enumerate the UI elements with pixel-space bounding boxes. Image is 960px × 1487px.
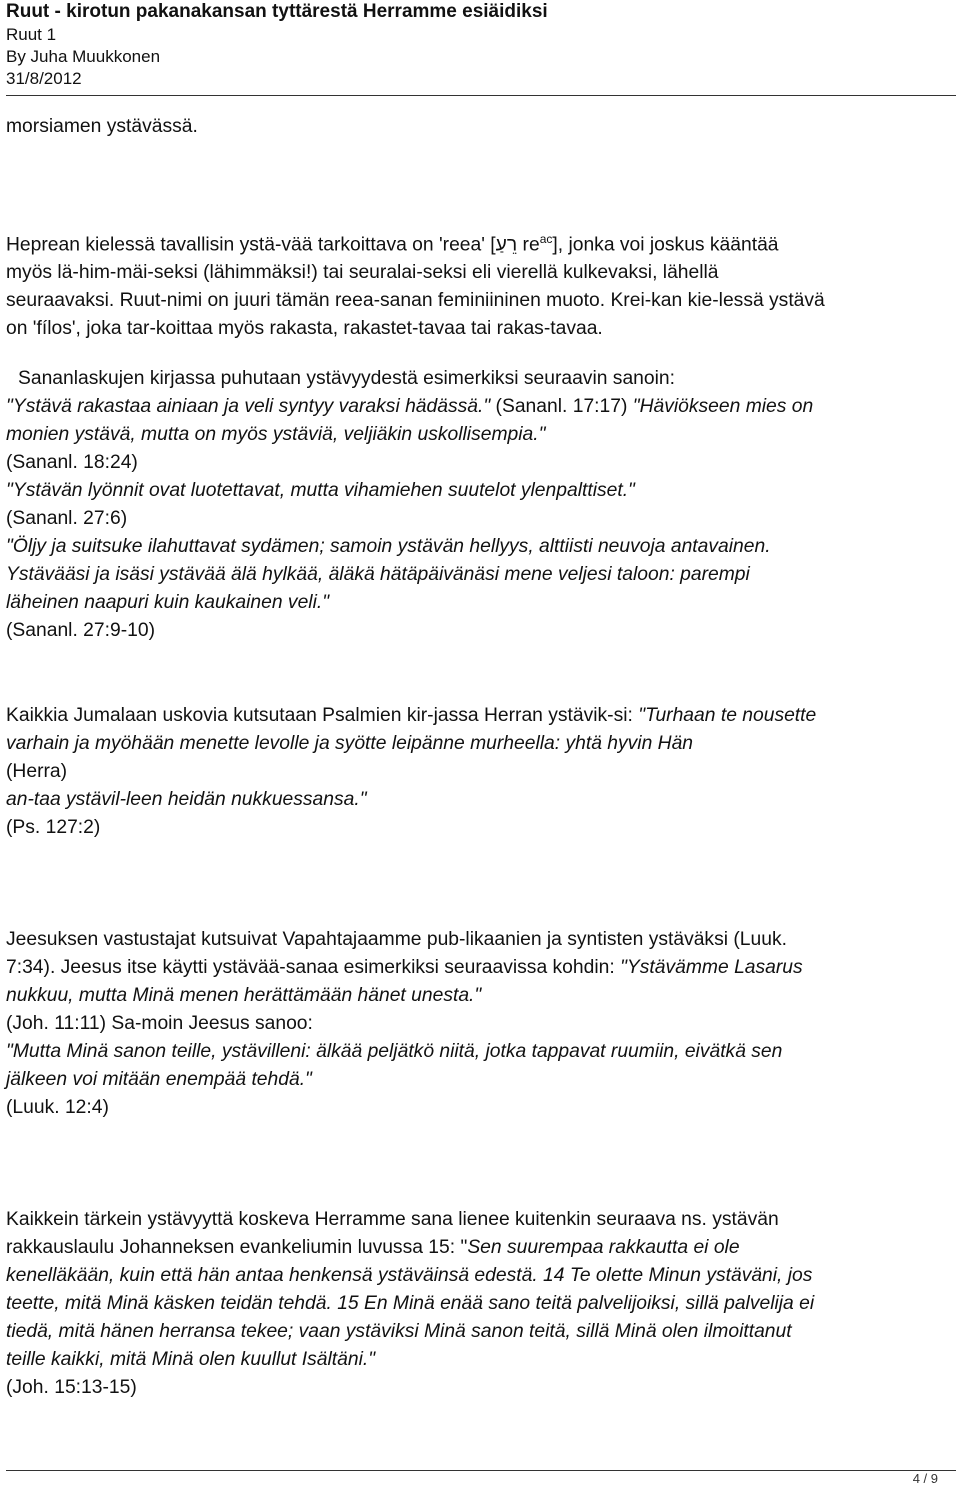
superscript: ac: [539, 232, 553, 246]
quote-line: teille kaikki, mitä Minä olen kuullut Isältäni.": [6, 1349, 376, 1370]
body-paragraph-1: [6, 225, 952, 343]
quote-line: an-taa ystävil-leen heidän nukkuessansa.": [6, 789, 367, 810]
quote-line: nukkuu, mutta Minä menen herättämään hänet unesta.": [6, 985, 482, 1006]
text-span: Kaikkia Jumalaan uskovia kutsutaan Psalmien kir-jassa Herran ystävik-si:: [6, 705, 639, 726]
paragraph-text: morsiamen ystävässä.: [6, 116, 198, 137]
quote-line: läheinen naapuri kuin kaukainen veli.": [6, 592, 330, 613]
reference: (Joh. 11:11) Sa-moin Jeesus sanoo:: [6, 1013, 313, 1034]
quote-line: monien ystävä, mutta on myös ystäviä, veljiäkin uskollisempia.": [6, 424, 546, 445]
quote-line: kenelläkään, kuin että hän antaa henkensä ystäväinsä edestä. 14 Te olette Minun ystäväni, jos: [6, 1265, 813, 1286]
hebrew-word: רֵעַ: [495, 234, 518, 256]
text-span: ], jonka voi joskus kääntää: [552, 234, 779, 256]
paragraph-line: [6, 954, 952, 982]
body-paragraph-3: [6, 702, 952, 842]
reference: (Sananl. 17:17): [490, 396, 633, 417]
paragraph-line: myös lä-him-mäi-seksi (lähimmäksi!) tai seuralai-seksi eli vierellä kulkevaksi, lähellä: [6, 262, 719, 284]
header-divider: [6, 95, 956, 96]
body-paragraph-2: [6, 365, 952, 645]
body-paragraph-5: [6, 1206, 952, 1402]
quote: "Ystävämme Lasarus: [620, 957, 803, 978]
paragraph-line: [6, 225, 952, 259]
text-span: rakkauslaulu Johanneksen evankeliumin luvussa 15: ": [6, 1237, 468, 1258]
paragraph-line: seuraavaksi. Ruut-nimi on juuri tämän reea-sanan feminiininen muoto. Krei-kan kie-lessä ystävä: [6, 290, 825, 312]
reference: (Sananl. 27:6): [6, 508, 128, 529]
reference: (Sananl. 27:9-10): [6, 620, 155, 641]
body-paragraph-0: [6, 113, 952, 141]
paragraph-line: [6, 1234, 952, 1262]
reference: (Luuk. 12:4): [6, 1097, 109, 1118]
paragraph-line: [6, 702, 952, 730]
reference: (Joh. 15:13-15): [6, 1377, 137, 1398]
quote-line: varhain ja myöhään menette levolle ja syötte leipänne murheella: yhtä hyvin Hän: [6, 733, 694, 754]
quote: "Häviökseen mies on: [632, 396, 814, 417]
page-header: [6, 0, 956, 90]
footer-divider: [6, 1470, 956, 1471]
quote-line: tiedä, mitä hänen herransa tekee; vaan ystäviksi Minä sanon teitä, sillä Minä olen ilmoittanut: [6, 1321, 792, 1342]
quote-line: jälkeen voi mitään enempää tehdä.": [6, 1069, 312, 1090]
body-paragraph-4: [6, 926, 952, 1122]
text-span: Heprean kielessä tavallisin ystä-vää tarkoittava on 'reea' [: [6, 234, 496, 256]
paragraph-line: Kaikkein tärkein ystävyyttä koskeva Herramme sana lienee kuitenkin seuraava ns. ystävän: [6, 1209, 779, 1230]
quote-line: Ystävääsi ja isäsi ystävää älä hylkää, äläkä hätäpäivänäsi mene veljesi taloon: parempi: [6, 564, 750, 585]
page-number: 4 / 9: [912, 1471, 938, 1486]
paragraph-line: on 'fílos', joka tar-koittaa myös rakasta, rakastet-tavaa tai rakas-tavaa.: [6, 318, 603, 340]
quote-line: "Öljy ja suitsuke ilahuttavat sydämen; samoin ystävän hellyys, alttiisti neuvoja antavainen.: [6, 536, 771, 557]
quote-line: "Ystävän lyönnit ovat luotettavat, mutta vihamiehen suutelot ylenpalttiset.": [6, 480, 635, 501]
reference: (Ps. 127:2): [6, 817, 101, 838]
paragraph-line: Sananlaskujen kirjassa puhutaan ystävyydestä esimerkiksi seuraavin sanoin:: [18, 368, 675, 389]
quote-line: teette, mitä Minä käsken teidän tehdä. 15 En Minä enää sano teitä palvelijoiksi, sillä palvelija ei: [6, 1293, 815, 1314]
text-span: 7:34). Jeesus itse käytti ystävää-sanaa esimerkiksi seuraavissa kohdin:: [6, 957, 621, 978]
reference: (Sananl. 18:24): [6, 452, 138, 473]
quote-line: "Mutta Minä sanon teille, ystävilleni: älkää peljätkö niitä, jotka tappavat ruumiin, eivätkä sen: [6, 1041, 783, 1062]
document-title: Ruut - kirotun pakanakansan tyttärestä Herramme esiäidiksi: [6, 1, 548, 22]
paragraph-line: Jeesuksen vastustajat kutsuivat Vapahtajaamme pub-likaanien ja syntisten ystäväksi (Luuk.: [6, 929, 787, 950]
document-author: By Juha Muukkonen: [6, 47, 161, 66]
quote: Sen suurempaa rakkautta ei ole: [467, 1237, 740, 1258]
document-date: 31/8/2012: [6, 69, 82, 88]
paragraph-line: [6, 393, 952, 421]
document-subtitle: Ruut 1: [6, 25, 57, 44]
quote: "Ystävä rakastaa ainiaan ja veli syntyy varaksi hädässä.": [6, 396, 491, 417]
paragraph-line: (Herra): [6, 761, 68, 782]
quote: "Turhaan te nousette: [638, 705, 817, 726]
text-span: re: [517, 234, 540, 256]
